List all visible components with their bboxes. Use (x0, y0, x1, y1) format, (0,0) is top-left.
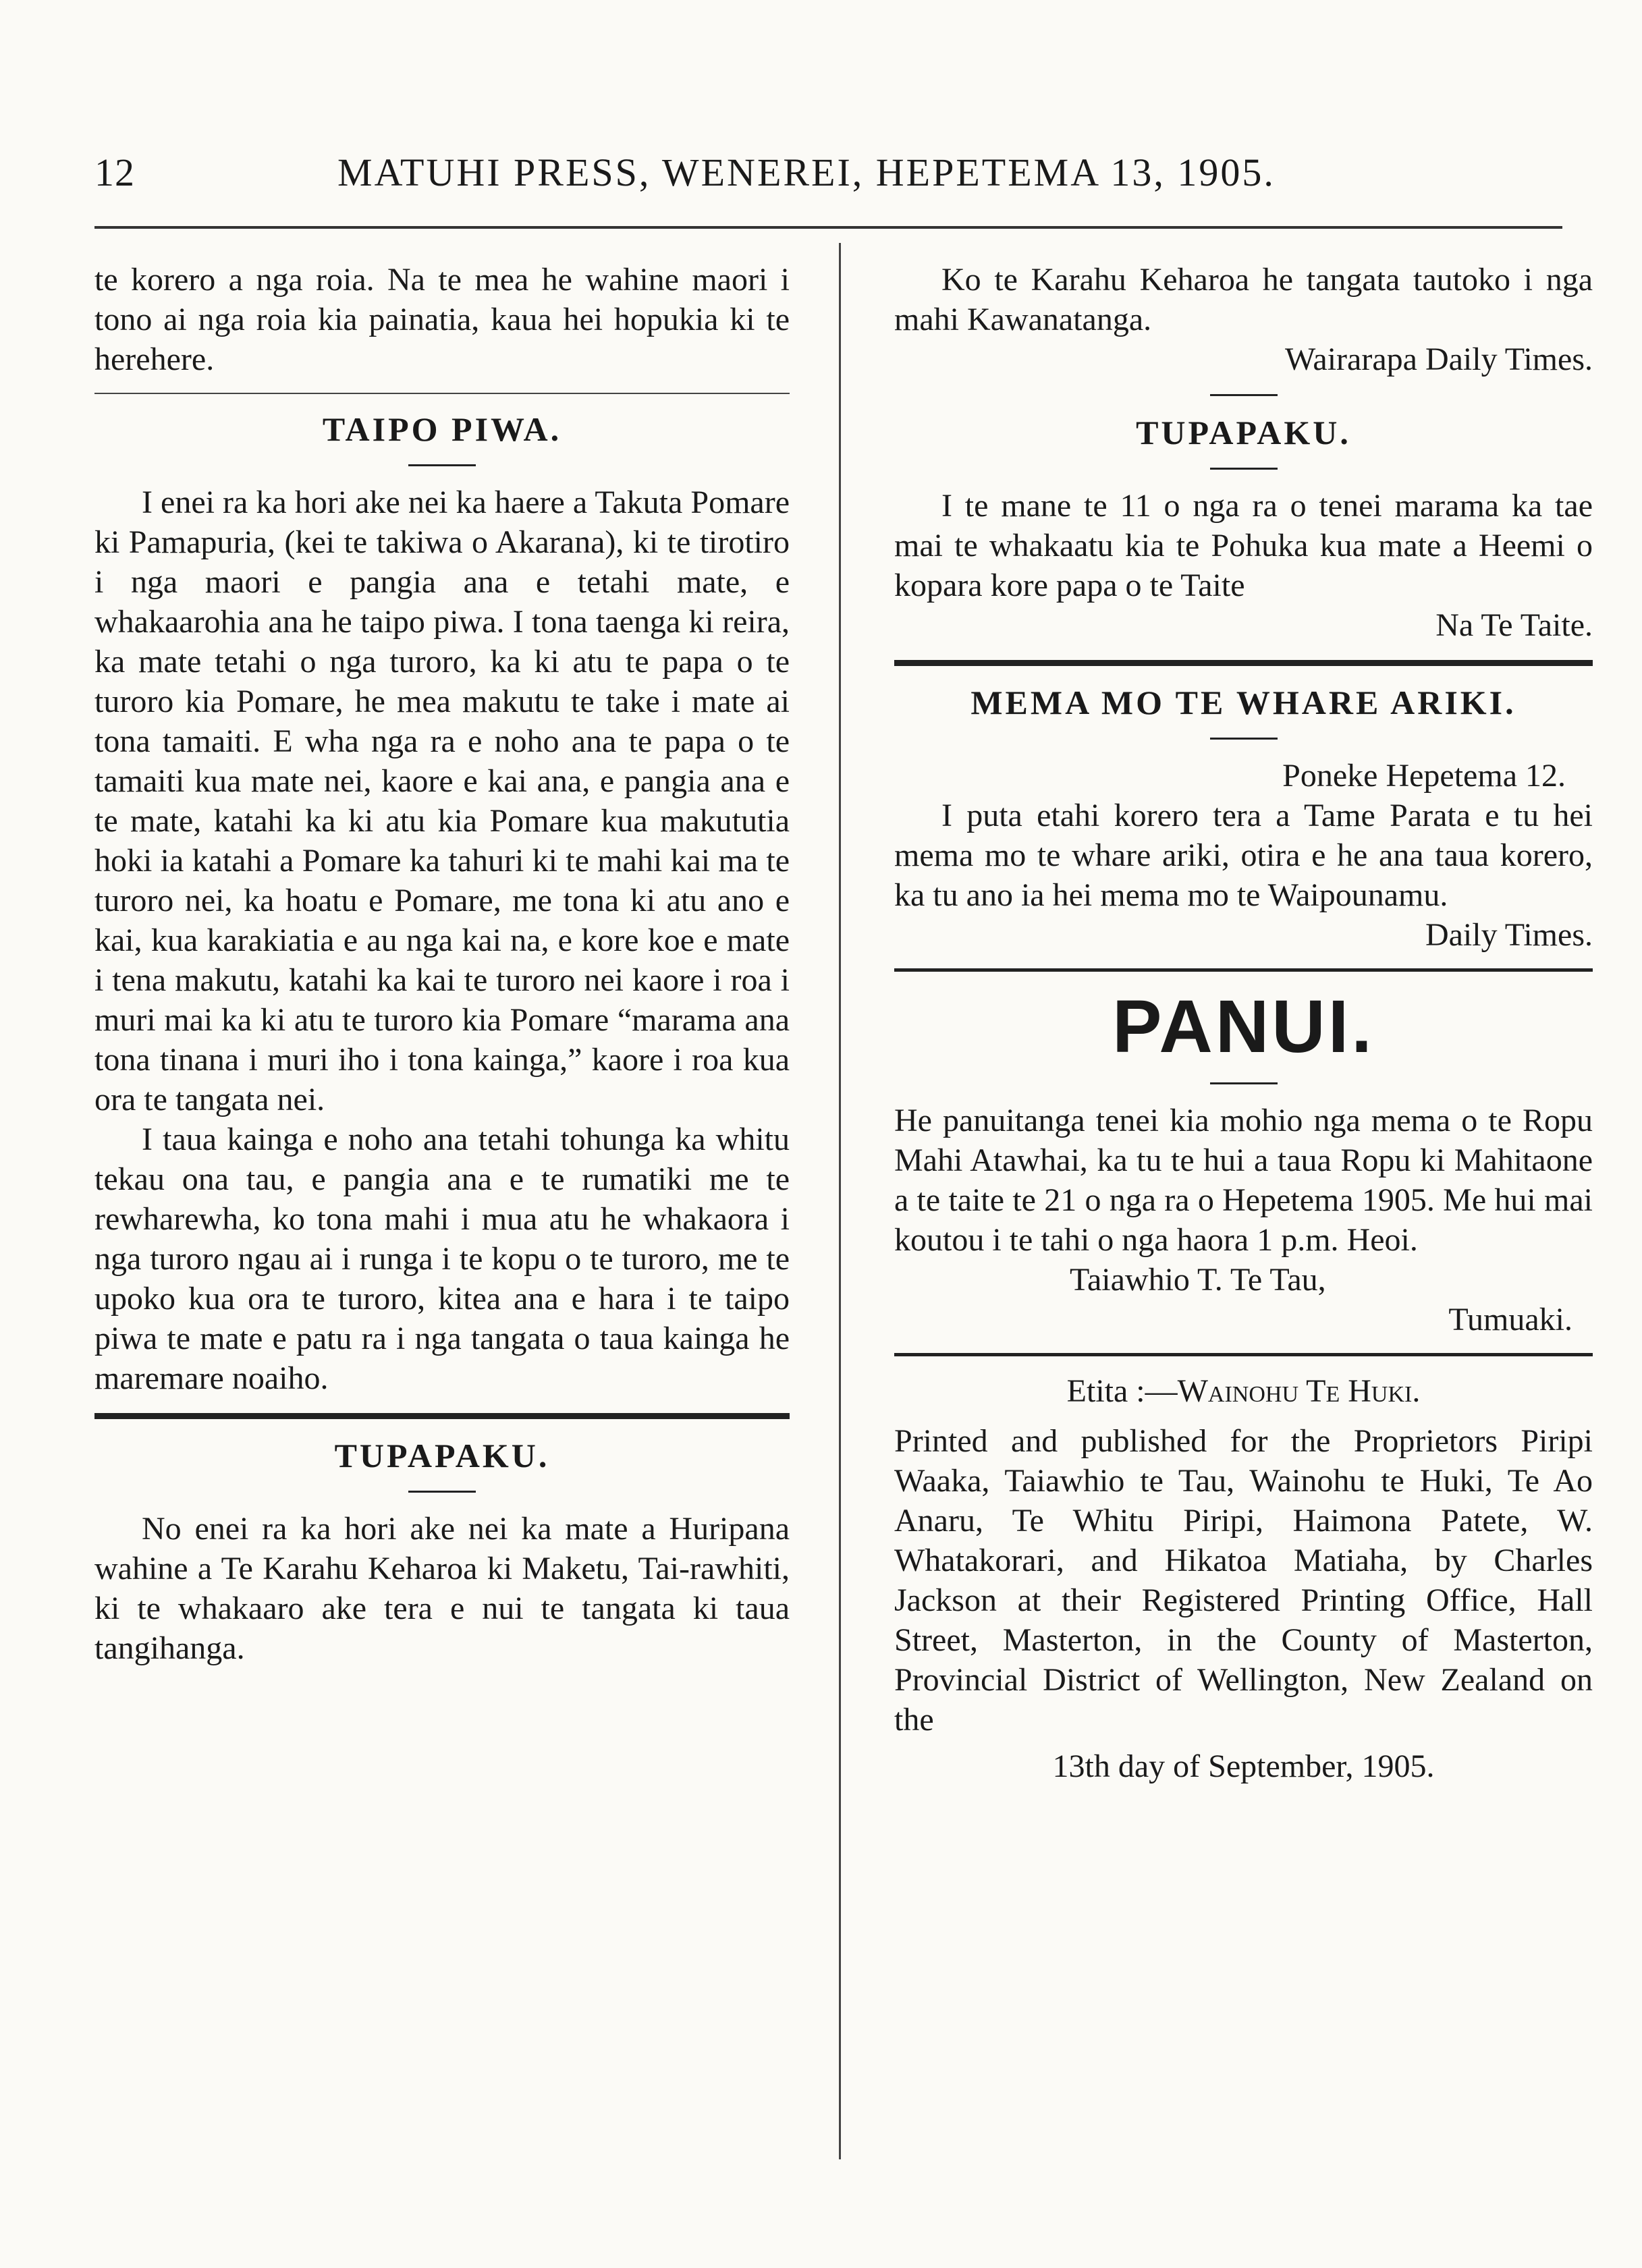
column-divider (839, 243, 841, 2159)
heading-dash (408, 464, 476, 466)
imprint-paragraph: Printed and published for the Proprietors Piripi Waaka, Taiawhio te Tau, Wainohu te Huki, Te Ao Anaru, Te Whitu Piripi, Haimona Patete, W. Whatakorari, and Hikatoa Matiaha, by Charles Jackson at their Registered Printing Office, Hall Street, Masterton, in the County of Masterton, Provincial District of Wellington, New Zealand on the (894, 1423, 1593, 1738)
section-rule-double (894, 1353, 1593, 1356)
section-rule-double (894, 968, 1593, 972)
right-column (894, 260, 1593, 1786)
right-intro-source: Wairarapa Daily Times. (1284, 341, 1593, 377)
section-rule (94, 393, 790, 394)
right-intro-paragraph: Ko te Karahu Keharoa he tangata tautoko i nga mahi Kawanatanga. (894, 262, 1593, 337)
tupapaku-paragraph-right: I te mane te 11 o nga ra o tenei marama ka tae mai te whakaatu kia te Pohuka kua mate a Heemi o kopara kore papa o te Taite (894, 488, 1593, 603)
editor-line (894, 1371, 1593, 1412)
section-rule-thick (894, 660, 1593, 666)
header-rule (94, 226, 1562, 229)
tupapaku-heading-right: TUPAPAKU. (1136, 414, 1351, 451)
left-intro-paragraph: te korero a nga roia. Na te mea he wahine maori i tono ai nga roia kia painatia, kaua hei hopukia ki te herehere. (94, 262, 790, 377)
panui-paragraph: He panuitanga tenei kia mohio nga mema o te Ropu Mahi Atawhai, ka tu te hui a taua Ropu ki Mahitaone a te taite te 21 o nga ra o Hepetema 1905. Me hui mai koutou i te tahi o nga haora 1 p.m. Heoi. (894, 1103, 1593, 1258)
heading-dash (1210, 1082, 1278, 1084)
tupapaku-heading-left: TUPAPAKU. (334, 1437, 550, 1474)
heading-dash (1210, 468, 1278, 470)
heading-dash (408, 1491, 476, 1493)
heading-dash (1210, 394, 1278, 396)
taipo-piwa-paragraph-1: I enei ra ka hori ake nei ka haere a Takuta Pomare ki Pamapuria, (kei te takiwa o Akarana), ki te tirotiro i nga maori e pangia ana e tetahi mate, e whakaarohia ana he taipo piwa. I tona taenga ki reira, ka mate tetahi o nga turoro, ka ki atu te papa o te turoro kia Pomare, he mea makutu te take i mate ai tona tamaiti. E wha nga ra e noho ana te papa o te tamaiti kua mate nei, kaore e kai ana, e pangia ana e te mate, katahi ka ki atu kia Pomare kua makututia hoki ia katahi a Pomare ka tahuri ki te mahi kai ma te turoro nei, ka hoatu e Pomare, me tona ki atu ano e kai, kua karakiatia e au nga kai na, e kore koe e mate i tena makutu, katahi ka kai te turoro nei kaore i roa i muri mai ka ki atu te turoro kia Pomare “marama ana tona tinana i muri iho i tona kainga,” kaore i roa kua ora te tangata nei. (94, 485, 790, 1117)
editor-name: Wainohu Te Huki. (1177, 1373, 1421, 1409)
panui-signature-title: Tumuaki. (1448, 1302, 1572, 1337)
taipo-piwa-paragraph-2: I taua kainga e noho ana tetahi tohunga ka whitu tekau ona tau, e pangia ana e te rumatiki me te rewharewha, ko tona mahi i mua atu he whakaora i nga turoro ngau ai i runga i te kopu o te turoro, me te upoko kua ora te turoro, kitea ana e hara i te taipo piwa te mate e patu ra i nga tangata o taua kainga he maremare noaiho. (94, 1122, 790, 1396)
taipo-piwa-heading: TAIPO PIWA. (322, 410, 562, 448)
page-header (94, 150, 1532, 204)
panui-signature-name: Taiawhio T. Te Tau, (1070, 1262, 1326, 1298)
tupapaku-source: Na Te Taite. (1435, 607, 1593, 643)
mema-paragraph: I puta etahi korero tera a Tame Parata e tu hei mema mo te whare ariki, otira e he ana taua korero, ka tu ano ia hei mema mo te Waipounamu. (894, 798, 1593, 913)
section-rule-thick (94, 1413, 790, 1419)
mema-heading: MEMA MO TE WHARE ARIKI. (970, 684, 1516, 721)
heading-dash (1210, 738, 1278, 740)
left-column (94, 260, 790, 1668)
editor-label: Etita :— (1066, 1373, 1178, 1409)
panui-heading: PANUI. (1112, 985, 1375, 1068)
mema-source: Daily Times. (1425, 917, 1593, 953)
masthead-title: MATUHI PRESS, WENEREI, HEPETEMA 13, 1905. (337, 150, 1276, 194)
tupapaku-paragraph-left: No enei ra ka hori ake nei ka mate a Huripana wahine a Te Karahu Keharoa ki Maketu, Tai-rawhiti, ki te whakaaro ake tera e nui te tangata ki taua tangihanga. (94, 1511, 790, 1666)
imprint-date: 13th day of September, 1905. (1052, 1748, 1435, 1784)
page-number: 12 (94, 150, 135, 194)
mema-dateline: Poneke Hepetema 12. (1282, 758, 1566, 794)
